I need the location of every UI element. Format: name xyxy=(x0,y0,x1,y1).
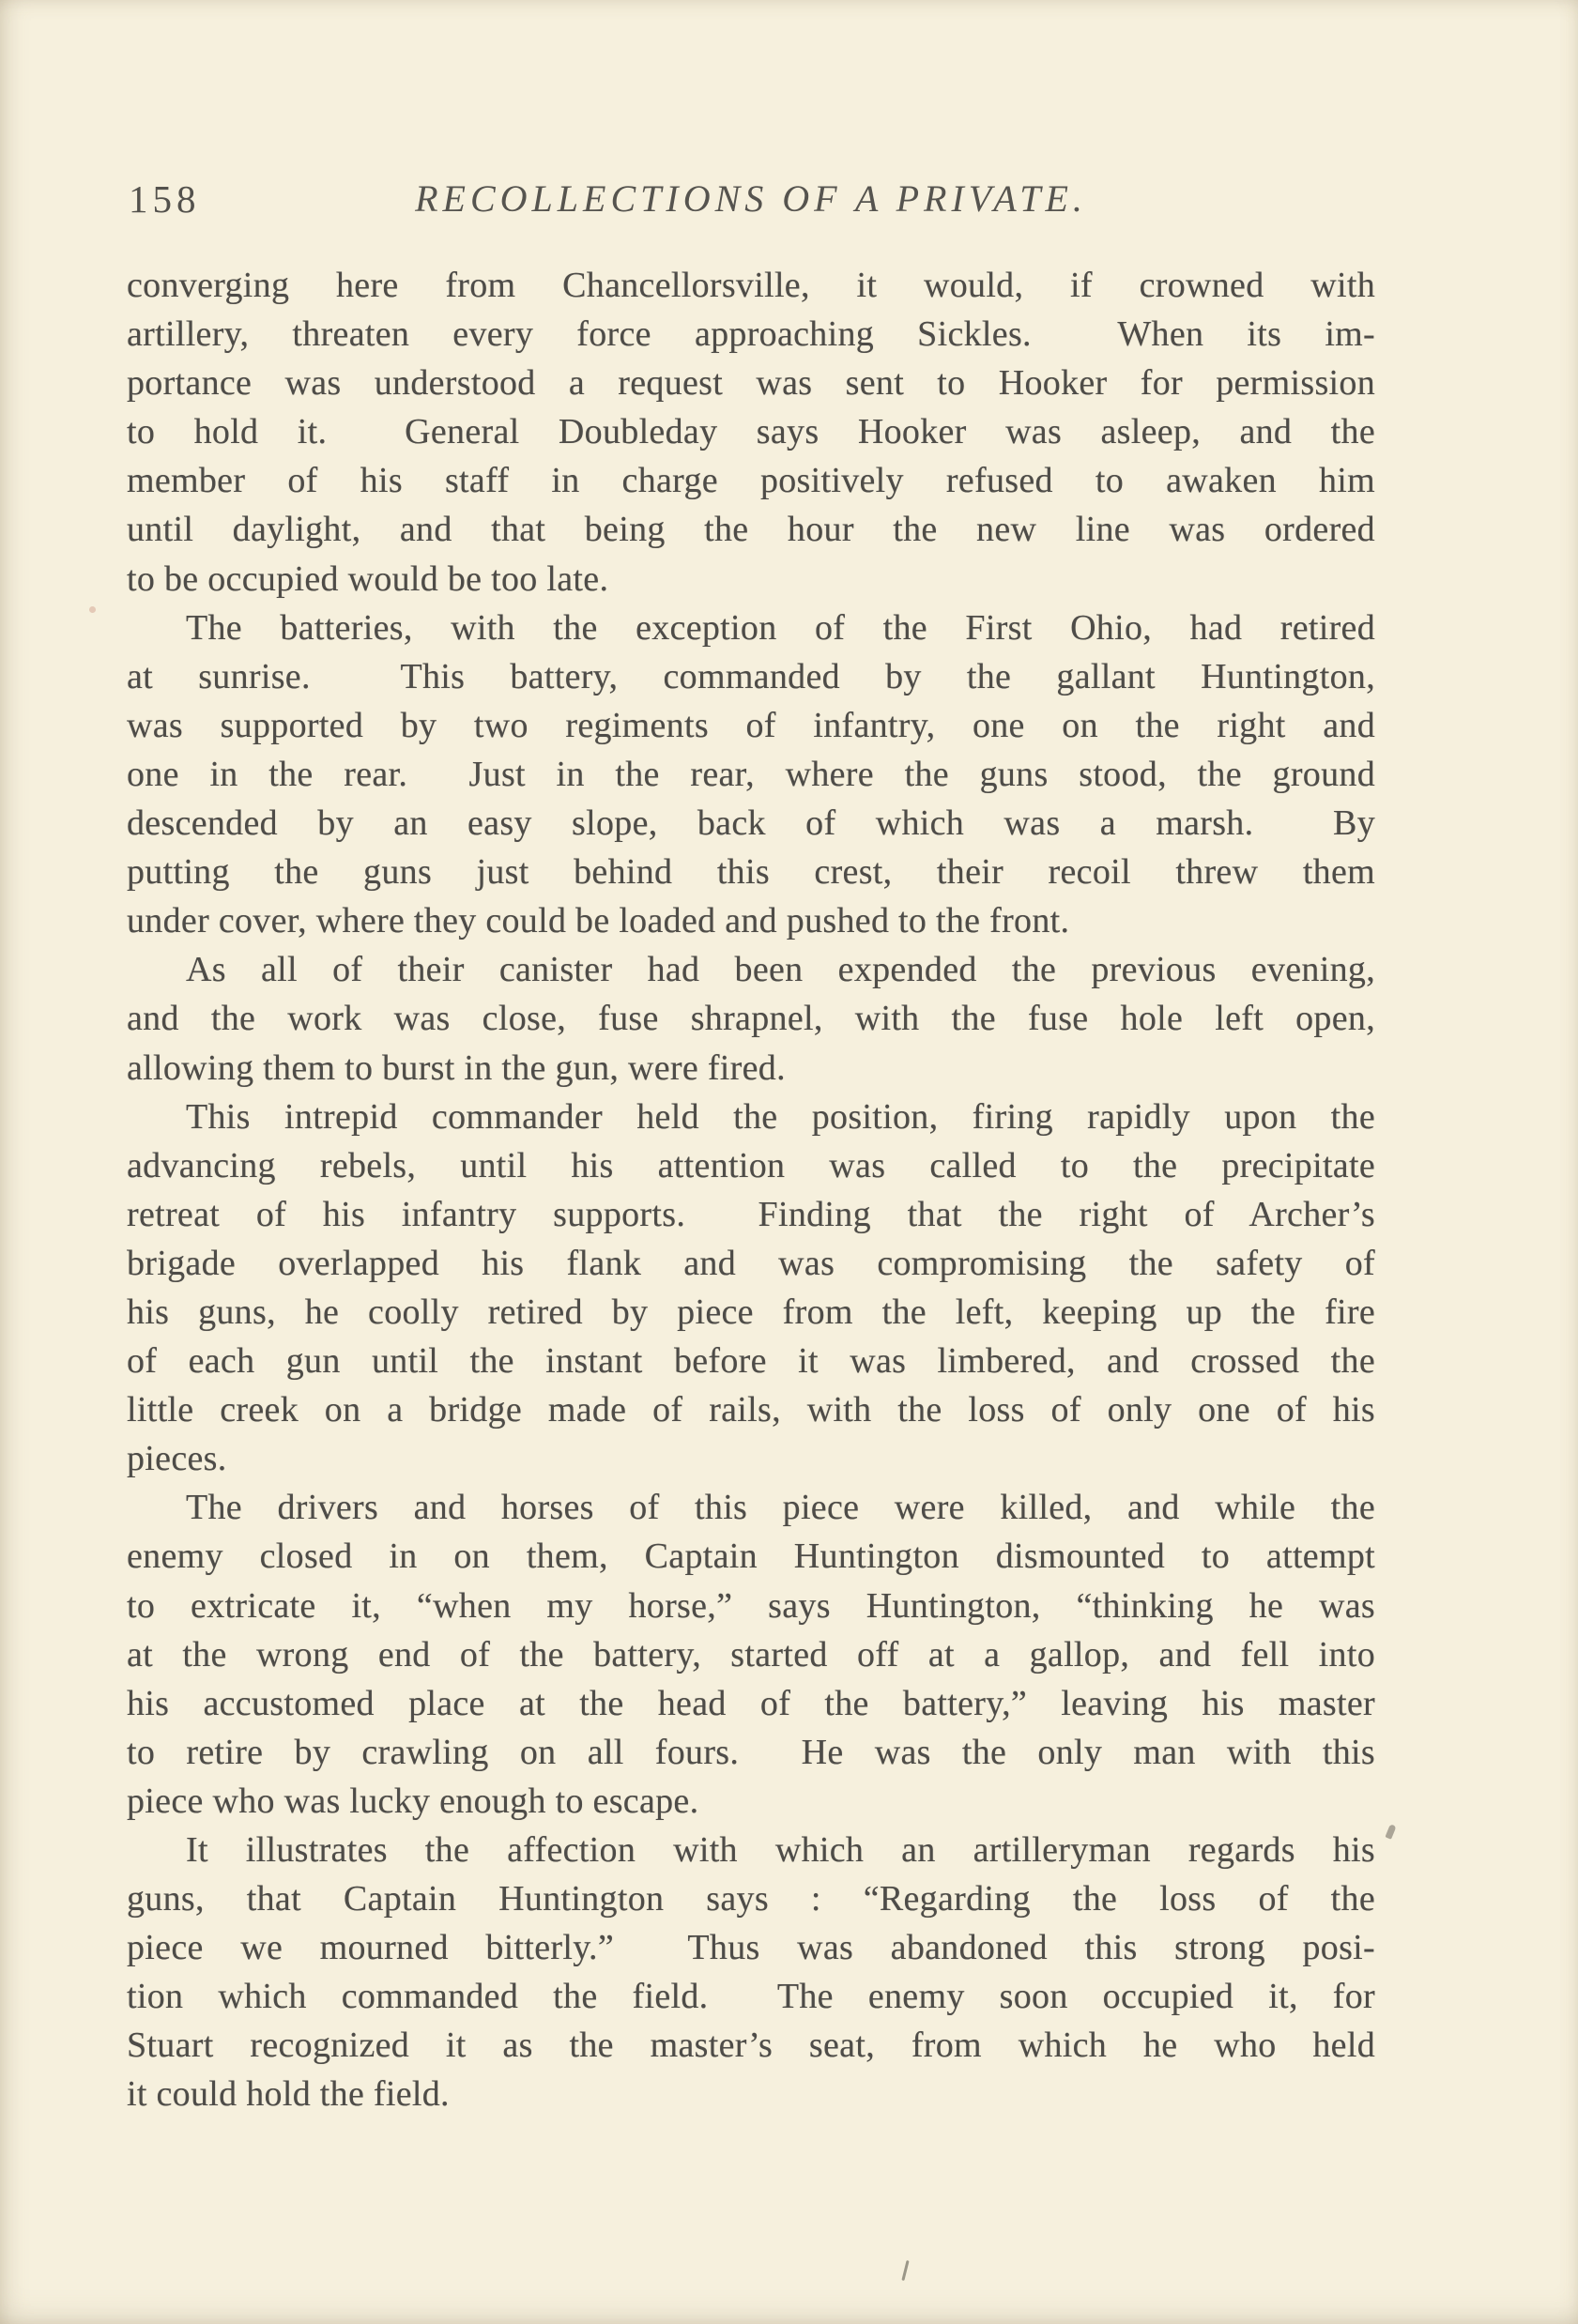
text-line: tion which commanded the field. The enemy soon occupied it, for xyxy=(127,1977,1375,2017)
text-line: at sunrise. This battery, commanded by the gallant Huntington, xyxy=(127,656,1375,696)
scan-speck xyxy=(901,2260,909,2281)
text-line: to be occupied would be too late. xyxy=(127,558,609,599)
text-line: enemy closed in on them, Captain Huntington dismounted to attempt xyxy=(127,1537,1375,1577)
text-line: to retire by crawling on all fours. He was the only man with this xyxy=(127,1732,1375,1772)
text-line: his guns, he coolly retired by piece from the left, keeping up the fire xyxy=(127,1292,1375,1332)
scan-speck xyxy=(89,606,96,613)
text-line: one in the rear. Just in the rear, where the guns stood, the ground xyxy=(127,754,1375,794)
text-line: until daylight, and that being the hour the new line was ordered xyxy=(127,510,1375,550)
text-line: It illustrates the affection with which an artilleryman regards his xyxy=(186,1830,1375,1870)
text-line: little creek on a bridge made of rails, with the loss of only one of his xyxy=(127,1390,1375,1430)
text-line: advancing rebels, until his attention was called to the precipitate xyxy=(127,1145,1375,1185)
text-line: pieces. xyxy=(127,1439,227,1479)
text-line: portance was understood a request was sent to Hooker for permission xyxy=(127,363,1375,404)
text-line: piece who was lucky enough to escape. xyxy=(127,1781,699,1821)
text-line: to hold it. General Doubleday says Hooker was asleep, and the xyxy=(127,412,1375,452)
text-line: of each gun until the instant before it was limbered, and crossed the xyxy=(127,1341,1375,1382)
running-title: RECOLLECTIONS OF A PRIVATE. xyxy=(415,177,1087,220)
text-line: piece we mourned bitterly.” Thus was abandoned this strong posi- xyxy=(127,1928,1375,1968)
text-line: and the work was close, fuse shrapnel, with the fuse hole left open, xyxy=(127,999,1375,1039)
text-line: retreat of his infantry supports. Finding that the right of Archer’s xyxy=(127,1194,1375,1234)
text-line: his accustomed place at the head of the battery,” leaving his master xyxy=(127,1683,1375,1723)
text-line: artillery, threaten every force approaching Sickles. When its im- xyxy=(127,314,1375,355)
text-line: converging here from Chancellorsville, it would, if crowned with xyxy=(127,266,1375,305)
text-line: member of his staff in charge positively refused to awaken him xyxy=(127,461,1375,501)
page-body xyxy=(127,261,1375,2119)
text-line: brigade overlapped his flank and was compromising the safety of xyxy=(127,1243,1375,1283)
text-line: descended by an easy slope, back of which was a marsh. By xyxy=(127,803,1375,844)
text-line: The batteries, with the exception of the First Ohio, had retired xyxy=(186,607,1375,648)
text-line: putting the guns just behind this crest, their recoil threw them xyxy=(127,852,1375,893)
text-line: This intrepid commander held the position, firing rapidly upon the xyxy=(186,1096,1375,1137)
page-header xyxy=(127,175,1375,231)
text-line: under cover, where they could be loaded and pushed to the front. xyxy=(127,901,1070,941)
text-line: guns, that Captain Huntington says : “Regarding the loss of the xyxy=(127,1879,1375,1919)
text-line: at the wrong end of the battery, started off at a gallop, and fell into xyxy=(127,1634,1375,1674)
text-line: to extricate it, “when my horse,” says Huntington, “thinking he was xyxy=(127,1585,1375,1626)
text-line: was supported by two regiments of infantry, one on the right and xyxy=(127,705,1375,745)
text-line: Stuart recognized it as the master’s seat, from which he who held xyxy=(127,2026,1375,2066)
text-line: The drivers and horses of this piece were killed, and while the xyxy=(186,1488,1375,1528)
text-line: allowing them to burst in the gun, were fired. xyxy=(127,1047,786,1088)
text-line: it could hold the field. xyxy=(127,2074,450,2115)
page-number: 158 xyxy=(129,177,201,221)
scan-speck xyxy=(1385,1824,1396,1840)
text-line: As all of their canister had been expended the previous evening, xyxy=(186,950,1375,990)
